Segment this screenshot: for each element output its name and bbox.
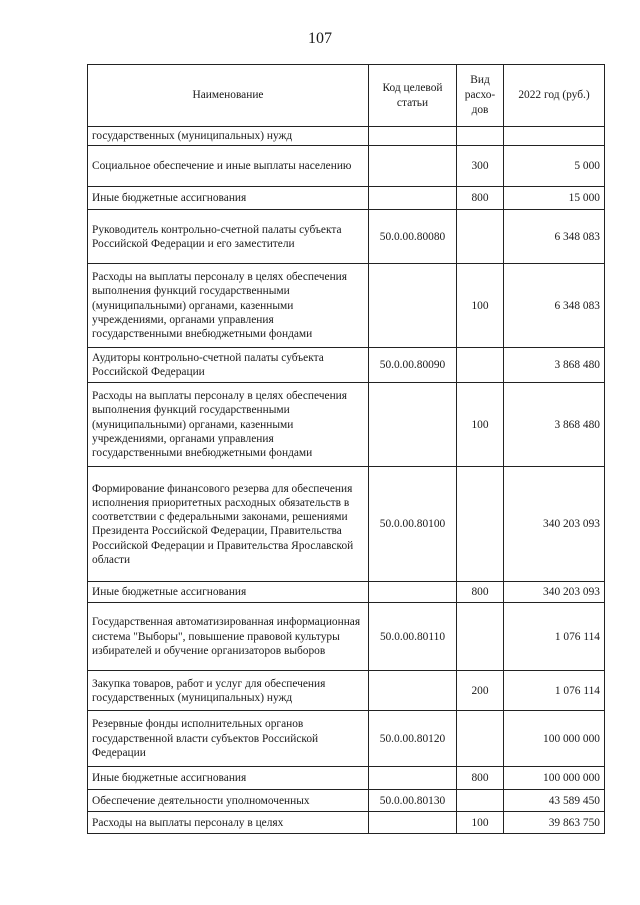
row-name: Формирование финансового резерва для обеспечения исполнения приоритетных расходных обязательств в соответствии с федеральными законами, решениями Президента Российской Федерации, Правительства Российской Федерации и Правительства Ярославской области [88,467,369,582]
row-sum: 15 000 [504,187,605,210]
table-header-row [88,65,605,127]
row-code: 50.0.00.80130 [369,790,457,812]
row-kind [457,711,504,767]
header-name: Наименование [88,65,369,127]
table-row [88,348,605,383]
row-sum: 43 589 450 [504,790,605,812]
row-sum: 6 348 083 [504,264,605,348]
row-name: государственных (муниципальных) нужд [88,127,369,146]
row-sum: 340 203 093 [504,582,605,603]
row-code [369,671,457,711]
table-row [88,127,605,146]
row-code [369,264,457,348]
table-row [88,210,605,264]
table-row [88,603,605,671]
row-name: Иные бюджетные ассигнования [88,767,369,790]
row-code: 50.0.00.80080 [369,210,457,264]
table-row [88,146,605,187]
row-code [369,146,457,187]
row-name: Аудиторы контрольно-счетной палаты субъекта Российской Федерации [88,348,369,383]
row-name: Резервные фонды исполнительных органов государственной власти субъектов Российской Федерации [88,711,369,767]
row-sum: 3 868 480 [504,348,605,383]
row-name: Обеспечение деятельности уполномоченных [88,790,369,812]
row-name: Расходы на выплаты персоналу в целях обеспечения выполнения функций государственными (муниципальными) органами, казенными учреждениями, органами управления государственными внебюджетными фондами [88,264,369,348]
table-row [88,467,605,582]
row-sum: 1 076 114 [504,671,605,711]
row-kind [457,603,504,671]
row-name: Иные бюджетные ассигнования [88,187,369,210]
table-row [88,383,605,467]
header-sum: 2022 год (руб.) [504,65,605,127]
row-code: 50.0.00.80100 [369,467,457,582]
header-code: Код целевой статьи [369,65,457,127]
row-kind [457,210,504,264]
row-name: Расходы на выплаты персоналу в целях обеспечения выполнения функций государственными (муниципальными) органами, казенными учреждениями, органами управления государственными внебюджетными фондами [88,383,369,467]
row-code [369,383,457,467]
row-kind [457,790,504,812]
row-sum: 5 000 [504,146,605,187]
row-sum: 340 203 093 [504,467,605,582]
row-sum: 39 863 750 [504,812,605,834]
row-kind [457,348,504,383]
row-sum: 100 000 000 [504,767,605,790]
row-kind [457,127,504,146]
page-number: 107 [308,30,332,47]
row-code [369,812,457,834]
row-code [369,187,457,210]
row-code [369,767,457,790]
row-kind: 800 [457,187,504,210]
row-kind: 100 [457,383,504,467]
table-row [88,812,605,834]
table-row [88,187,605,210]
row-name: Руководитель контрольно-счетной палаты субъекта Российской Федерации и его заместители [88,210,369,264]
table-row [88,790,605,812]
table-row [88,671,605,711]
budget-table [87,64,605,834]
row-sum: 1 076 114 [504,603,605,671]
table-row [88,582,605,603]
row-sum: 100 000 000 [504,711,605,767]
table-row [88,264,605,348]
row-kind: 100 [457,264,504,348]
row-sum [504,127,605,146]
row-kind: 800 [457,582,504,603]
row-kind: 800 [457,767,504,790]
row-name: Закупка товаров, работ и услуг для обеспечения государственных (муниципальных) нужд [88,671,369,711]
row-code: 50.0.00.80120 [369,711,457,767]
row-name: Расходы на выплаты персоналу в целях [88,812,369,834]
header-kind: Вид расхо-дов [457,65,504,127]
table-row [88,767,605,790]
row-name: Государственная автоматизированная информационная система "Выборы", повышение правовой культуры избирателей и обучение организаторов выборов [88,603,369,671]
row-name: Иные бюджетные ассигнования [88,582,369,603]
row-code: 50.0.00.80090 [369,348,457,383]
row-code: 50.0.00.80110 [369,603,457,671]
row-kind: 100 [457,812,504,834]
row-kind: 300 [457,146,504,187]
row-name: Социальное обеспечение и иные выплаты населению [88,146,369,187]
row-sum: 3 868 480 [504,383,605,467]
table-row [88,711,605,767]
row-code [369,582,457,603]
row-kind [457,467,504,582]
row-kind: 200 [457,671,504,711]
row-code [369,127,457,146]
row-sum: 6 348 083 [504,210,605,264]
